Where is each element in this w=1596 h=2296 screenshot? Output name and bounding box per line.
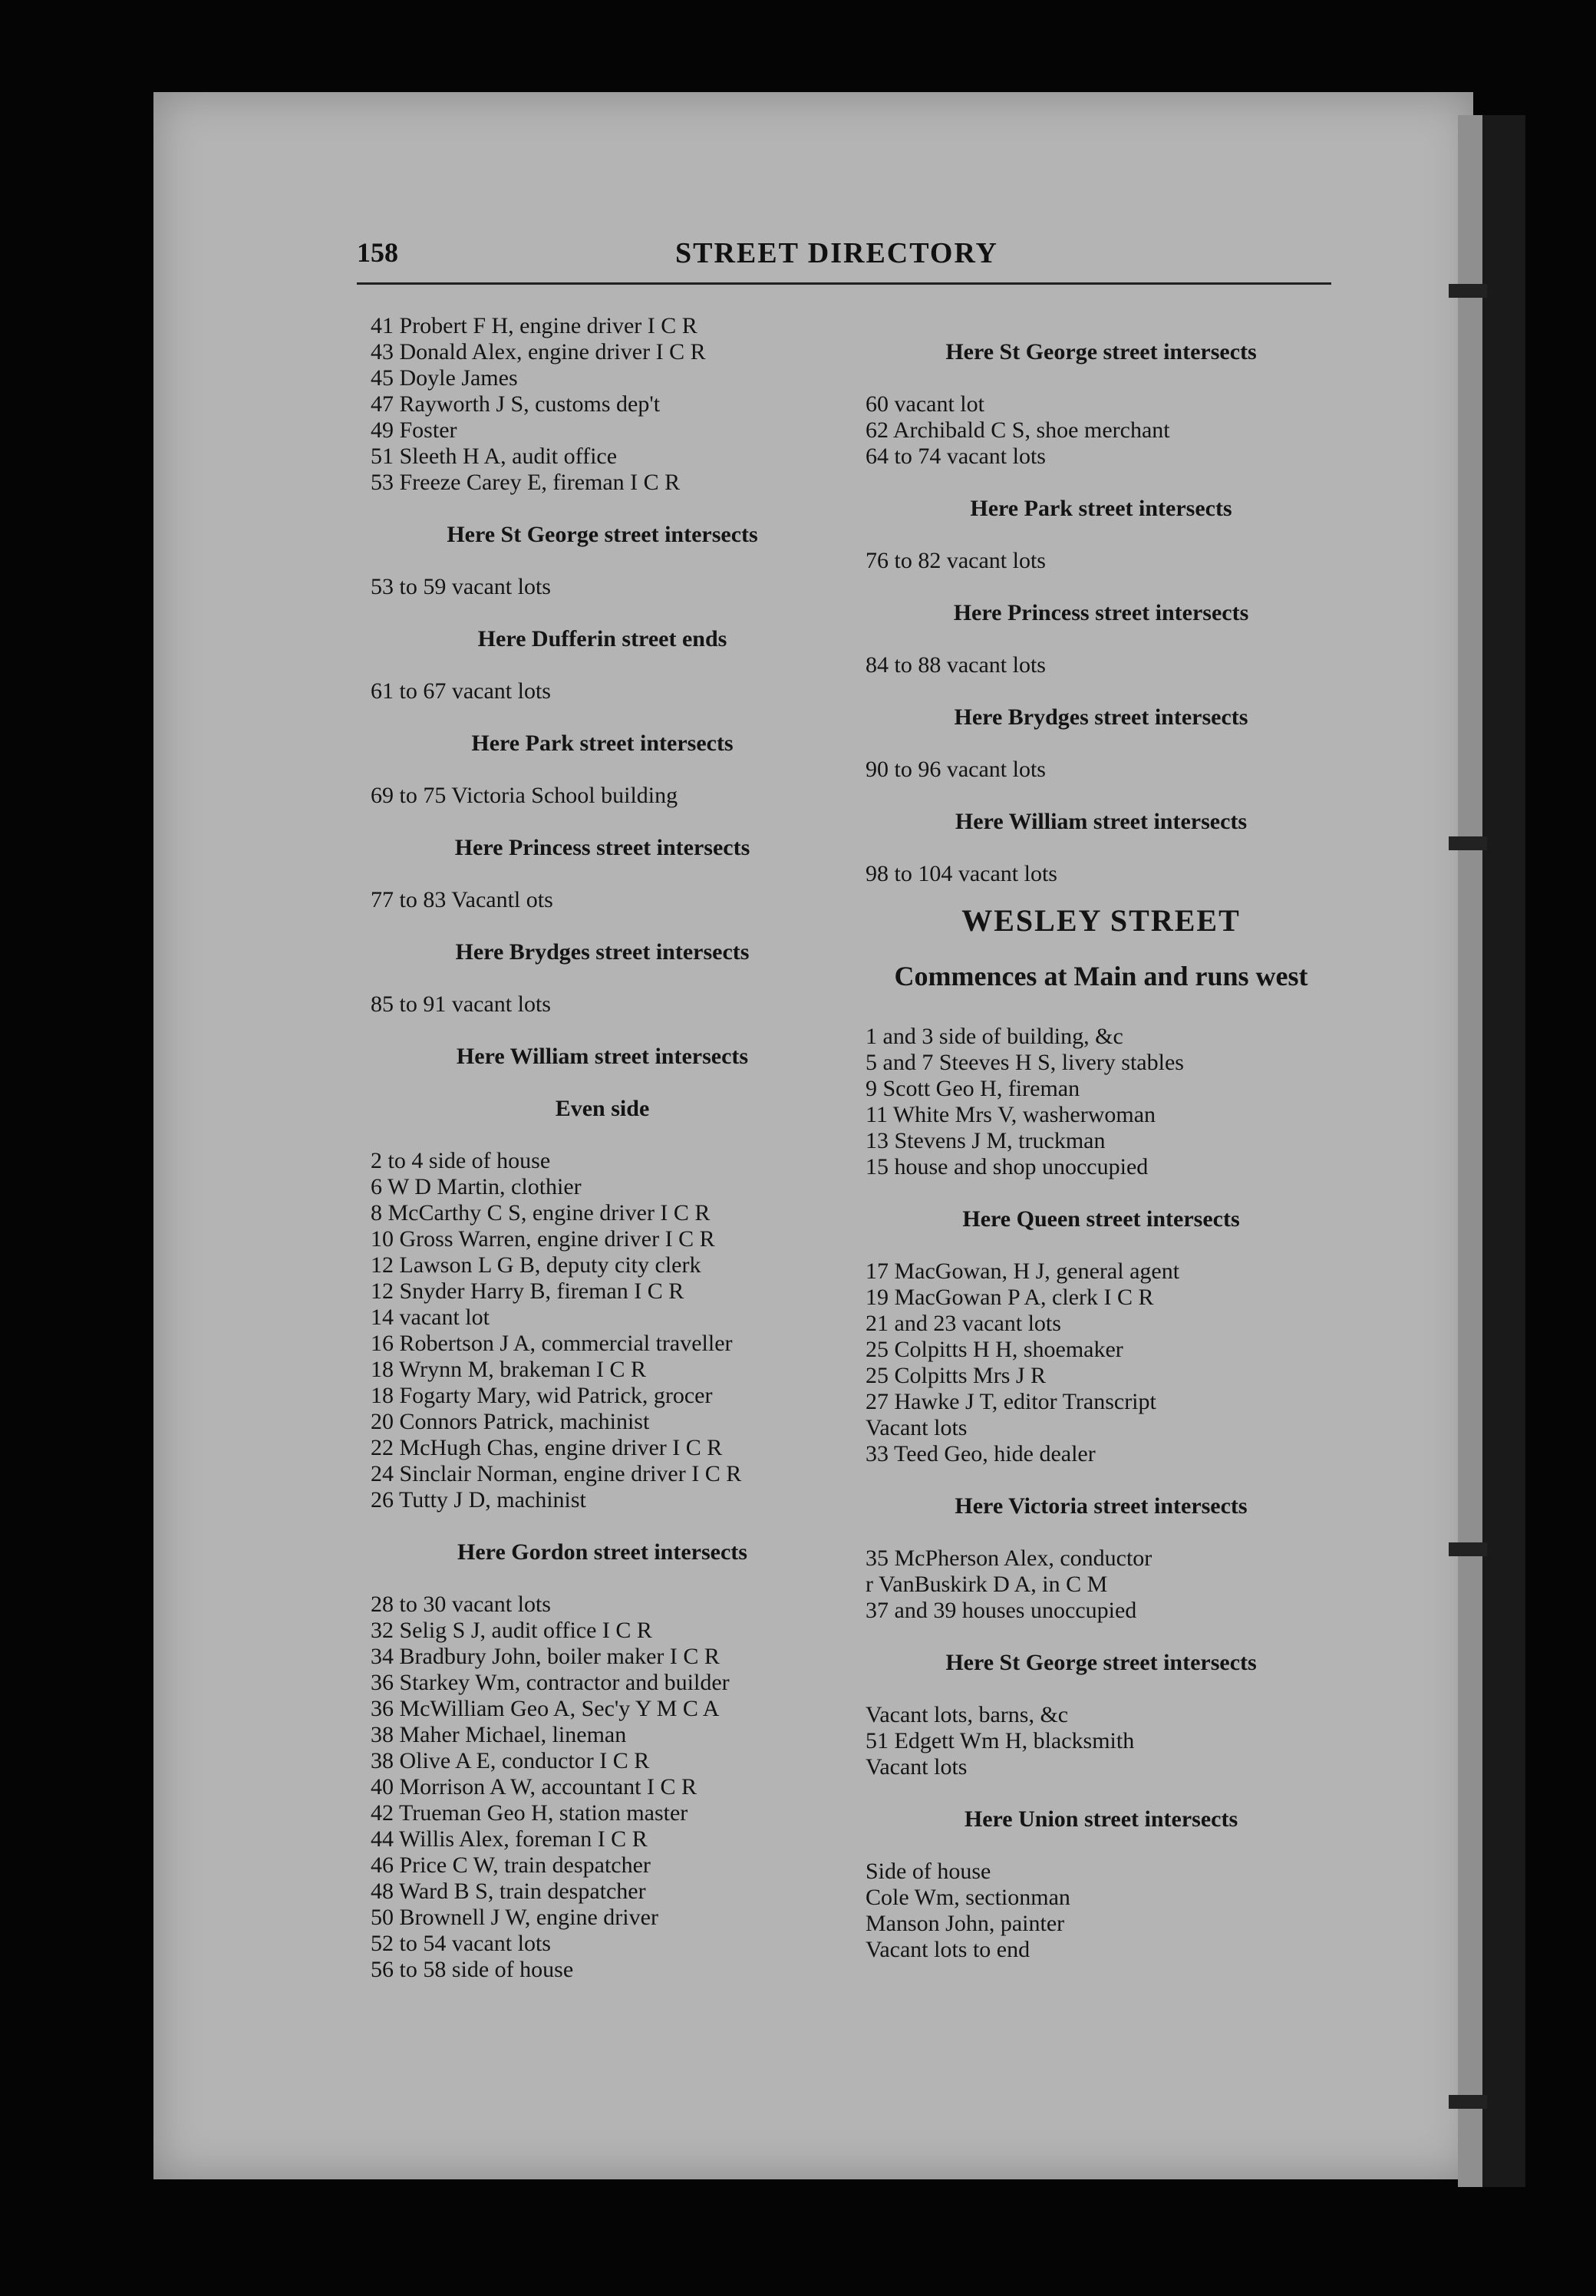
directory-entry: 42 Trueman Geo H, station master — [371, 1800, 688, 1826]
directory-entry: 32 Selig S J, audit office I C R — [371, 1618, 652, 1643]
directory-entry: 84 to 88 vacant lots — [866, 652, 1046, 678]
directory-entry: 53 to 59 vacant lots — [371, 574, 551, 599]
binding-stitch — [1449, 2095, 1487, 2109]
wesley-street-heading: WESLEY STREET — [961, 903, 1241, 938]
directory-entry: 26 Tutty J D, machinist — [371, 1487, 586, 1513]
directory-entry: 16 Robertson J A, commercial traveller — [371, 1331, 733, 1356]
directory-entry: 69 to 75 Victoria School building — [371, 783, 678, 808]
directory-entry: 1 and 3 side of building, &c — [866, 1024, 1123, 1049]
directory-entry: 53 Freeze Carey E, fireman I C R — [371, 470, 681, 495]
directory-entry: 40 Morrison A W, accountant I C R — [371, 1774, 697, 1800]
directory-entry: 12 Lawson L G B, deputy city clerk — [371, 1252, 701, 1278]
street-intersection-note: Here Union street intersects — [964, 1806, 1238, 1832]
directory-entry: 14 vacant lot — [371, 1305, 490, 1330]
street-intersection-note: Here Dufferin street ends — [477, 626, 727, 652]
directory-entry: 43 Donald Alex, engine driver I C R — [371, 339, 706, 365]
directory-entry: 35 McPherson Alex, conductor — [866, 1546, 1152, 1571]
directory-entry: 24 Sinclair Norman, engine driver I C R — [371, 1461, 742, 1486]
directory-entry: 25 Colpitts H H, shoemaker — [866, 1337, 1123, 1362]
directory-entry: 56 to 58 side of house — [371, 1957, 574, 1982]
wesley-street-subheading: Commences at Main and runs west — [894, 961, 1308, 991]
directory-entry: 60 vacant lot — [866, 391, 984, 417]
directory-entry: 98 to 104 vacant lots — [866, 861, 1057, 886]
directory-entry: 45 Doyle James — [371, 365, 518, 391]
directory-entry: Vacant lots — [866, 1415, 968, 1440]
directory-entry: 64 to 74 vacant lots — [866, 444, 1046, 469]
directory-entry: 50 Brownell J W, engine driver — [371, 1905, 658, 1930]
directory-entry: 47 Rayworth J S, customs dep't — [371, 391, 661, 417]
street-intersection-note: Here St George street intersects — [945, 1650, 1257, 1675]
street-intersection-note: Here Brydges street intersects — [455, 939, 750, 965]
running-head-title: STREET DIRECTORY — [675, 237, 998, 269]
street-intersection-note: Here Park street intersects — [471, 731, 734, 756]
street-intersection-note: Here Princess street intersects — [953, 600, 1249, 625]
directory-entry: 48 Ward B S, train despatcher — [371, 1879, 646, 1904]
directory-entry: 52 to 54 vacant lots — [371, 1931, 551, 1956]
directory-entry: 17 MacGowan, H J, general agent — [866, 1259, 1180, 1284]
street-intersection-note: Here St George street intersects — [945, 339, 1257, 365]
directory-entry: 20 Connors Patrick, machinist — [371, 1409, 650, 1434]
street-intersection-note: Here St George street intersects — [447, 522, 758, 547]
directory-entry: 15 house and shop unoccupied — [866, 1154, 1149, 1179]
right-column-top — [859, 339, 1343, 887]
directory-entry: 90 to 96 vacant lots — [866, 757, 1046, 782]
directory-entry: 9 Scott Geo H, fireman — [866, 1076, 1080, 1101]
directory-entry: 37 and 39 houses unoccupied — [866, 1598, 1137, 1623]
directory-entry: 62 Archibald C S, shoe merchant — [866, 417, 1170, 443]
street-intersection-note: Here William street intersects — [456, 1044, 749, 1069]
directory-entry: 44 Willis Alex, foreman I C R — [371, 1826, 648, 1852]
right-column-bottom — [859, 1024, 1343, 1963]
right-column — [859, 313, 1343, 1963]
directory-entry: Side of house — [866, 1859, 991, 1884]
directory-entry: Vacant lots, barns, &c — [866, 1702, 1069, 1727]
directory-entry: 19 MacGowan P A, clerk I C R — [866, 1285, 1154, 1310]
directory-entry: r VanBuskirk D A, in C M — [866, 1572, 1108, 1597]
directory-entry: Cole Wm, sectionman — [866, 1885, 1070, 1910]
header-rule — [357, 282, 1331, 285]
page-number: 158 — [357, 237, 398, 268]
directory-entry: 77 to 83 Vacantl ots — [371, 887, 553, 912]
directory-entry: 6 W D Martin, clothier — [371, 1174, 582, 1199]
street-intersection-note: Here Park street intersects — [970, 496, 1232, 521]
book-gutter — [1479, 115, 1525, 2187]
directory-entry: 11 White Mrs V, washerwoman — [866, 1102, 1156, 1127]
directory-entry: 28 to 30 vacant lots — [371, 1592, 551, 1617]
binding-stitch — [1449, 284, 1487, 298]
binding-stitch — [1449, 836, 1487, 850]
directory-entry: 5 and 7 Steeves H S, livery stables — [866, 1050, 1184, 1075]
directory-entry: 51 Edgett Wm H, blacksmith — [866, 1728, 1135, 1753]
directory-entry: 38 Maher Michael, lineman — [371, 1722, 627, 1747]
directory-entry: 46 Price C W, train despatcher — [371, 1852, 651, 1878]
directory-entry: 34 Bradbury John, boiler maker I C R — [371, 1644, 720, 1669]
directory-entry: 51 Sleeth H A, audit office — [371, 444, 618, 469]
directory-entry: 36 Starkey Wm, contractor and builder — [371, 1670, 730, 1695]
directory-entry: 2 to 4 side of house — [371, 1148, 551, 1173]
directory-entry: 8 McCarthy C S, engine driver I C R — [371, 1200, 711, 1226]
directory-entry: 21 and 23 vacant lots — [866, 1311, 1061, 1336]
street-intersection-note: Here Princess street intersects — [454, 835, 750, 860]
directory-entry: 33 Teed Geo, hide dealer — [866, 1441, 1096, 1466]
directory-entry: 85 to 91 vacant lots — [371, 991, 551, 1017]
directory-entry: 27 Hawke J T, editor Transcript — [866, 1389, 1156, 1414]
directory-entry: 18 Fogarty Mary, wid Patrick, grocer — [371, 1383, 713, 1408]
street-intersection-note: Here Gordon street intersects — [457, 1539, 747, 1565]
binding-stitch — [1449, 1542, 1487, 1556]
directory-entry: 22 McHugh Chas, engine driver I C R — [371, 1435, 723, 1460]
directory-entry: 25 Colpitts Mrs J R — [866, 1363, 1047, 1388]
street-intersection-note: Here Queen street intersects — [962, 1206, 1240, 1232]
directory-entry: Vacant lots — [866, 1754, 968, 1780]
street-intersection-note: Even side — [555, 1096, 650, 1121]
street-intersection-note: Here William street intersects — [955, 809, 1248, 834]
street-intersection-note: Here Brydges street intersects — [954, 704, 1248, 730]
directory-entry: 38 Olive A E, conductor I C R — [371, 1748, 650, 1773]
directory-entry: 10 Gross Warren, engine driver I C R — [371, 1226, 715, 1252]
page-edge — [1458, 115, 1482, 2187]
directory-entry: 36 McWilliam Geo A, Sec'y Y M C A — [371, 1696, 720, 1721]
directory-entry: 76 to 82 vacant lots — [866, 548, 1046, 573]
directory-entry: Manson John, painter — [866, 1911, 1065, 1936]
left-column — [364, 313, 840, 1983]
directory-entry: 18 Wrynn M, brakeman I C R — [371, 1357, 647, 1382]
directory-entry: 61 to 67 vacant lots — [371, 678, 551, 704]
street-intersection-note: Here Victoria street intersects — [955, 1493, 1248, 1519]
directory-entry: 41 Probert F H, engine driver I C R — [371, 313, 697, 338]
directory-entry: 12 Snyder Harry B, fireman I C R — [371, 1278, 684, 1304]
directory-entry: Vacant lots to end — [866, 1937, 1030, 1962]
directory-entry: 49 Foster — [371, 417, 457, 443]
directory-entry: 13 Stevens J M, truckman — [866, 1128, 1106, 1153]
